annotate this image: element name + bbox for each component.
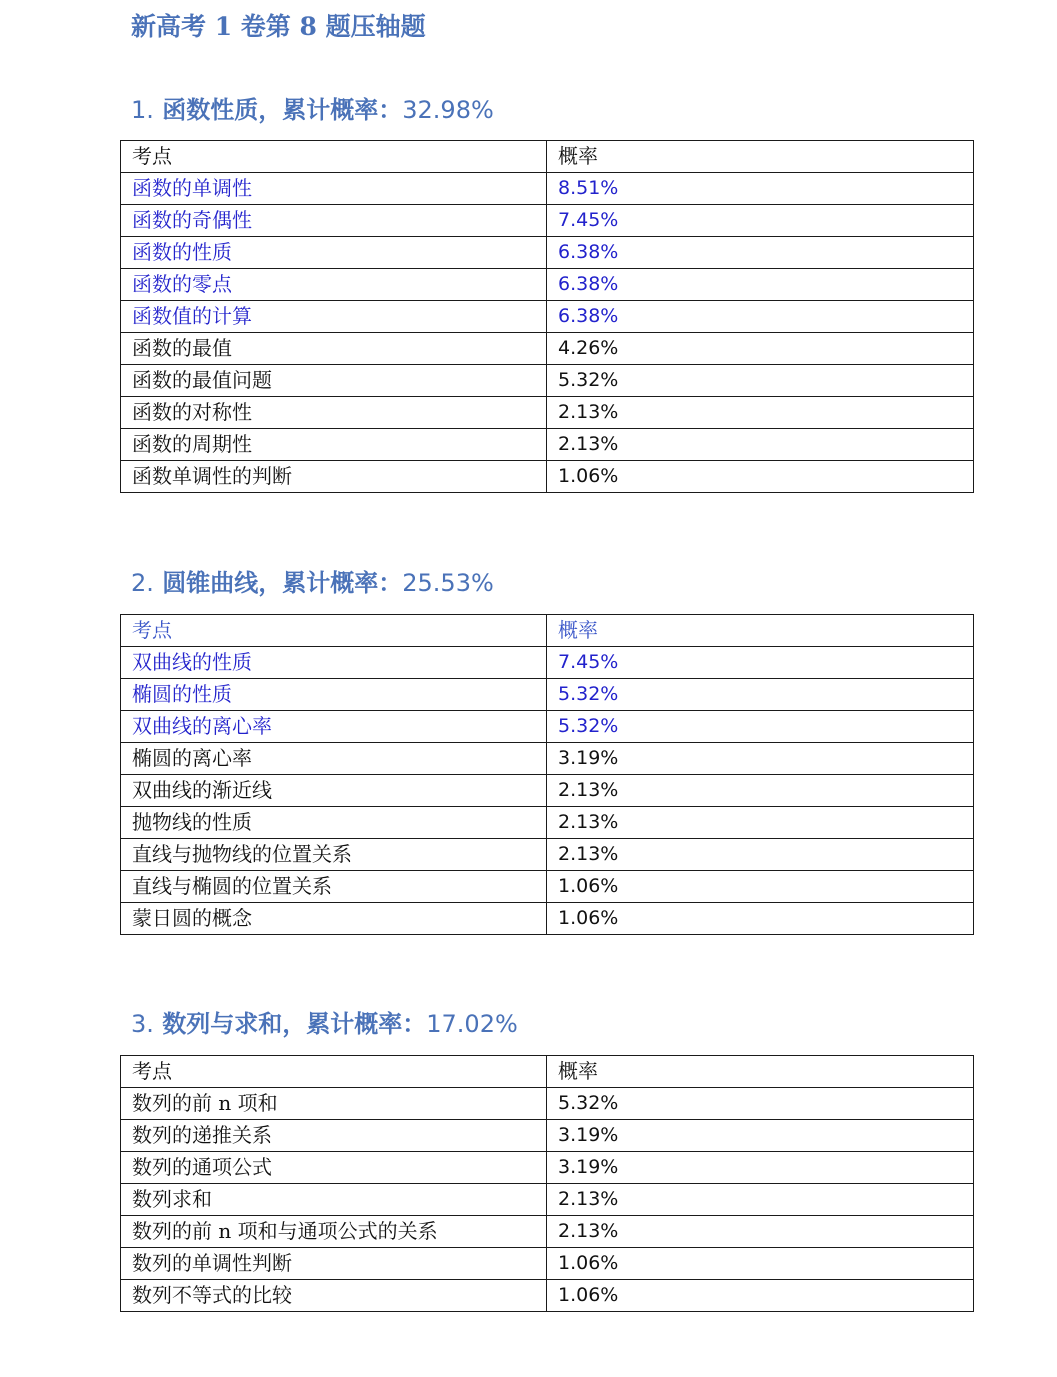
table-row (121, 173, 974, 205)
topic-cell: 数列的通项公式 (121, 1152, 547, 1184)
table-row (121, 461, 974, 493)
table-row (121, 1280, 974, 1312)
section-1-heading-text: 函数性质，累计概率： (162, 95, 403, 124)
topic-cell: 直线与抛物线的位置关系 (121, 839, 547, 871)
table-row (121, 679, 974, 711)
topic-cell: 双曲线的渐近线 (121, 775, 547, 807)
section-2-heading-text: 圆锥曲线，累计概率： (162, 568, 403, 597)
probability-cell: 7.45% (547, 647, 974, 679)
topic-cell: 数列的前 n 项和与通项公式的关系 (121, 1216, 547, 1248)
section-2-number: 2. (131, 569, 154, 597)
table-row (121, 269, 974, 301)
topic-cell: 函数的最值 (121, 333, 547, 365)
header-prob: 概率 (547, 1056, 974, 1088)
section-3-heading (131, 1006, 518, 1042)
topic-cell: 直线与椭圆的位置关系 (121, 871, 547, 903)
probability-cell: 3.19% (547, 1120, 974, 1152)
topic-cell: 蒙日圆的概念 (121, 903, 547, 935)
table-row (121, 301, 974, 333)
header-prob: 概率 (547, 141, 974, 173)
topic-cell: 抛物线的性质 (121, 807, 547, 839)
table-row (121, 1184, 974, 1216)
table-header-row (121, 615, 974, 647)
topic-cell: 函数的周期性 (121, 429, 547, 461)
probability-cell: 6.38% (547, 237, 974, 269)
probability-cell: 6.38% (547, 301, 974, 333)
topic-cell: 函数的对称性 (121, 397, 547, 429)
table-row (121, 807, 974, 839)
probability-cell: 5.32% (547, 1088, 974, 1120)
topic-cell: 函数的奇偶性 (121, 205, 547, 237)
section-3-heading-text: 数列与求和，累计概率： (162, 1009, 427, 1038)
probability-cell: 2.13% (547, 807, 974, 839)
table-header-row (121, 141, 974, 173)
table-row (121, 333, 974, 365)
topic-cell: 数列的单调性判断 (121, 1248, 547, 1280)
probability-cell: 4.26% (547, 333, 974, 365)
table-row (121, 775, 974, 807)
table-row (121, 429, 974, 461)
probability-cell: 2.13% (547, 839, 974, 871)
section-3-tbody (121, 1056, 974, 1312)
probability-cell: 2.13% (547, 1184, 974, 1216)
topic-cell: 椭圆的性质 (121, 679, 547, 711)
topic-cell: 数列的前 n 项和 (121, 1088, 547, 1120)
topic-cell: 函数单调性的判断 (121, 461, 547, 493)
probability-cell: 5.32% (547, 365, 974, 397)
document-title: 新高考 1 卷第 8 题压轴题 (131, 12, 426, 41)
header-topic: 考点 (121, 615, 547, 647)
probability-cell: 5.32% (547, 711, 974, 743)
table-header-row (121, 1056, 974, 1088)
probability-cell: 6.38% (547, 269, 974, 301)
section-2-table (120, 614, 974, 935)
topic-cell: 函数的零点 (121, 269, 547, 301)
table-row (121, 1120, 974, 1152)
probability-cell: 1.06% (547, 871, 974, 903)
table-row (121, 1088, 974, 1120)
table-row (121, 903, 974, 935)
table-row (121, 205, 974, 237)
header-prob: 概率 (547, 615, 974, 647)
section-1-heading (131, 92, 494, 128)
topic-cell: 函数的单调性 (121, 173, 547, 205)
table-row (121, 647, 974, 679)
probability-cell: 2.13% (547, 429, 974, 461)
section-2-cumulative: 25.53% (402, 569, 494, 597)
probability-cell: 1.06% (547, 461, 974, 493)
topic-cell: 数列的递推关系 (121, 1120, 547, 1152)
table-row (121, 711, 974, 743)
topic-cell: 双曲线的离心率 (121, 711, 547, 743)
section-1-cumulative: 32.98% (402, 96, 494, 124)
section-3-cumulative: 17.02% (426, 1010, 518, 1038)
topic-cell: 双曲线的性质 (121, 647, 547, 679)
probability-cell: 1.06% (547, 1280, 974, 1312)
table-row (121, 1216, 974, 1248)
section-1-tbody (121, 141, 974, 493)
table-row (121, 397, 974, 429)
table-row (121, 743, 974, 775)
probability-cell: 2.13% (547, 1216, 974, 1248)
section-2-tbody (121, 615, 974, 935)
probability-cell: 2.13% (547, 397, 974, 429)
topic-cell: 数列求和 (121, 1184, 547, 1216)
probability-cell: 1.06% (547, 1248, 974, 1280)
topic-cell: 函数值的计算 (121, 301, 547, 333)
header-topic: 考点 (121, 141, 547, 173)
section-2-heading (131, 565, 494, 601)
probability-cell: 7.45% (547, 205, 974, 237)
probability-cell: 3.19% (547, 1152, 974, 1184)
section-1-table (120, 140, 974, 493)
probability-cell: 8.51% (547, 173, 974, 205)
table-row (121, 237, 974, 269)
table-row (121, 871, 974, 903)
table-row (121, 839, 974, 871)
topic-cell: 函数的性质 (121, 237, 547, 269)
probability-cell: 2.13% (547, 775, 974, 807)
probability-cell: 1.06% (547, 903, 974, 935)
section-3-number: 3. (131, 1010, 154, 1038)
probability-cell: 5.32% (547, 679, 974, 711)
section-3-table (120, 1055, 974, 1312)
table-row (121, 1248, 974, 1280)
topic-cell: 函数的最值问题 (121, 365, 547, 397)
table-row (121, 365, 974, 397)
section-1-number: 1. (131, 96, 154, 124)
probability-cell: 3.19% (547, 743, 974, 775)
header-topic: 考点 (121, 1056, 547, 1088)
topic-cell: 数列不等式的比较 (121, 1280, 547, 1312)
table-row (121, 1152, 974, 1184)
topic-cell: 椭圆的离心率 (121, 743, 547, 775)
